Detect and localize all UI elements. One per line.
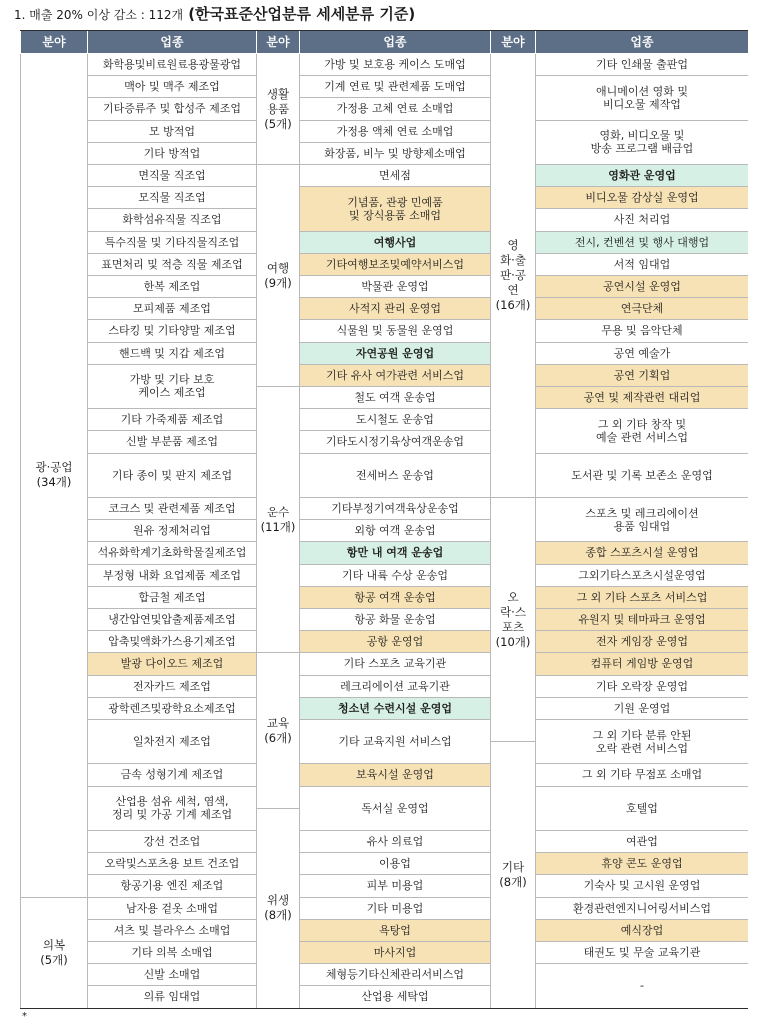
industry-cell: 가방 및 보호용 케이스 도매업 [299,54,490,76]
industry-cell: 식물원 및 동물원 운영업 [299,320,490,342]
industry-cell: 광학렌즈및광학요소제조업 [87,698,256,720]
industry-cell: 전세버스 운송업 [299,454,490,498]
industry-cell: 독서실 운영업 [299,787,490,831]
industry-cell: 욕탕업 [299,920,490,942]
category-name: 기타 [501,859,525,874]
industry-cell: 화학섬유직물 직조업 [87,209,256,231]
industry-cell: 기타여행보조및예약서비스업 [299,254,490,276]
industry-cell: 핸드백 및 지갑 제조업 [87,343,256,365]
industry-cell: 기타 의복 소매업 [87,942,256,964]
industry-cell: 기계 연료 및 관련제품 도매업 [299,76,490,98]
industry-cell: 전자카드 제조업 [87,676,256,698]
industry-cell: 일차전지 제조업 [87,720,256,764]
industry-cell: 그 외 기타 스포츠 서비스업 [535,587,748,609]
industry-cell: 기타도시정기육상여객운송업 [299,431,490,453]
industry-cell: 의류 임대업 [87,986,256,1008]
industry-cell: 가정용 액체 연료 소매업 [299,121,490,143]
industry-cell: 모 방적업 [87,121,256,143]
industry-cell: 스포츠 및 레크리에이션 용품 임대업 [535,498,748,542]
industry-cell: 가정용 고체 연료 소매업 [299,98,490,120]
industry-cell: 체형등기타신체관리서비스업 [299,964,490,986]
category-cell [20,54,87,898]
industry-cell: 이용업 [299,853,490,875]
header-industry: 업종 [535,31,748,54]
industry-cell: 가방 및 기타 보호 케이스 제조업 [87,365,256,409]
industry-cell: 도서관 및 기록 보존소 운영업 [535,454,748,498]
industry-cell: 맥아 및 맥주 제조업 [87,76,256,98]
industry-cell: 신발 소매업 [87,964,256,986]
industry-cell: 기타증류주 및 합성주 제조업 [87,98,256,120]
header-industry: 업종 [299,31,490,54]
industry-cell: 기타 스포츠 교육기관 [299,653,490,675]
industry-cell: 전자 게임장 운영업 [535,631,748,653]
category-count: (10개) [495,634,531,649]
industry-cell: 레크리에이션 교육기관 [299,676,490,698]
category-cell [256,165,299,387]
industry-cell: 마사지업 [299,942,490,964]
header-field: 분야 [20,31,87,54]
industry-cell: 표면처리 및 적층 직물 제조업 [87,254,256,276]
industry-cell: 그 외 기타 분류 안된 오락 관련 서비스업 [535,720,748,764]
industry-cell: - [535,964,748,1008]
industry-cell: 공연 및 제작관련 대리업 [535,387,748,409]
industry-cell: 기타부정기여객육상운송업 [299,498,490,520]
category-cell [490,498,535,742]
industry-cell: 연극단체 [535,298,748,320]
industry-cell: 셔츠 및 블라우스 소매업 [87,920,256,942]
industry-cell: 그외기타스포츠시설운영업 [535,565,748,587]
industry-cell: 애니메이션 영화 및 비디오물 제작업 [535,76,748,120]
industry-cell: 냉간압연및압출제품제조업 [87,609,256,631]
industry-cell: 환경관련엔지니어링서비스업 [535,898,748,920]
header-field: 분야 [490,31,535,54]
industry-cell: 부정형 내화 요업제품 제조업 [87,565,256,587]
industry-cell: 피부 미용업 [299,875,490,897]
industry-cell: 항공기용 엔진 제조업 [87,875,256,897]
industry-cell: 휴양 콘도 운영업 [535,853,748,875]
category-name: 여행 [266,260,290,275]
industry-cell: 컴퓨터 게임방 운영업 [535,653,748,675]
category-name: 오 락·스 포츠 [500,589,526,634]
category-count: (5개) [264,116,292,131]
category-count: (8개) [264,908,292,923]
industry-cell: 기원 운영업 [535,698,748,720]
industry-cell: 모직물 직조업 [87,187,256,209]
industry-cell: 박물관 운영업 [299,276,490,298]
header-field: 분야 [256,31,299,54]
category-cell [256,809,299,1009]
industry-cell: 원유 정제처리업 [87,520,256,542]
title-basis: (한국표준산업분류 세세분류 기준) [188,5,416,23]
industry-cell: 유사 의료업 [299,831,490,853]
industry-cell: 태권도 및 무술 교육기관 [535,942,748,964]
industry-cell: 호텔업 [535,787,748,831]
industry-cell: 모피제품 제조업 [87,298,256,320]
industry-cell: 사진 처리업 [535,209,748,231]
industry-cell: 공연 기획업 [535,365,748,387]
industry-cell: 도시철도 운송업 [299,409,490,431]
industry-cell: 코크스 및 관련제품 제조업 [87,498,256,520]
category-name: 의복 [42,937,66,952]
industry-cell: 항공 여객 운송업 [299,587,490,609]
industry-cell: 항공 화물 운송업 [299,609,490,631]
title-count: 1. 매출 20% 이상 감소 : 112개 [14,8,184,22]
category-count: (8개) [499,874,527,889]
industry-cell: 기타 유사 여가관련 서비스업 [299,365,490,387]
industry-cell: 공연시설 운영업 [535,276,748,298]
industry-cell: 무용 및 음악단체 [535,320,748,342]
industry-cell: 그 외 기타 창작 및 예술 관련 서비스업 [535,409,748,453]
category-cell [20,898,87,1009]
industry-cell: 면세점 [299,165,490,187]
industry-cell: 강선 건조업 [87,831,256,853]
industry-cell: 보육시설 운영업 [299,764,490,786]
category-count: (5개) [40,952,68,967]
industry-cell: 영화관 운영업 [535,165,748,187]
category-name: 광·공업 [35,460,73,475]
industry-cell: 기타 교육지원 서비스업 [299,720,490,764]
industry-cell: 기념품, 관광 민예품 및 장식용품 소매업 [299,187,490,231]
industry-cell: 자연공원 운영업 [299,343,490,365]
industry-cell: 비디오물 감상실 운영업 [535,187,748,209]
industry-cell: 산업용 섬유 세척, 염색, 정리 및 가공 기계 제조업 [87,787,256,831]
table-bottom-rule [20,1008,748,1009]
industry-cell: 발광 다이오드 제조업 [87,653,256,675]
category-name: 영 화·출 판·공 연 [500,238,526,297]
category-count: (9개) [264,275,292,290]
category-count: (11개) [260,519,296,534]
industry-cell: 항만 내 여객 운송업 [299,542,490,564]
industry-cell: 유원지 및 테마파크 운영업 [535,609,748,631]
industry-cell: 기타 가죽제품 제조업 [87,409,256,431]
industry-cell: 산업용 세탁업 [299,986,490,1008]
industry-cell: 한복 제조업 [87,276,256,298]
industry-cell: 종합 스포츠시설 운영업 [535,542,748,564]
industry-cell: 공연 예술가 [535,343,748,365]
industry-cell: 외항 여객 운송업 [299,520,490,542]
industry-cell: 금속 성형기계 제조업 [87,764,256,786]
industry-table [20,31,748,1008]
category-count: (6개) [264,730,292,745]
footnote: * [22,1011,27,1022]
page-title [14,2,415,26]
industry-cell: 예식장업 [535,920,748,942]
category-cell [256,653,299,808]
industry-cell: 화학용및비료원료용광물광업 [87,54,256,76]
industry-cell: 공항 운영업 [299,631,490,653]
industry-cell: 기타 종이 및 판지 제조업 [87,454,256,498]
industry-cell: 영화, 비디오물 및 방송 프로그램 배급업 [535,121,748,165]
industry-cell: 철도 여객 운송업 [299,387,490,409]
category-name: 운수 [266,504,290,519]
industry-cell: 서적 임대업 [535,254,748,276]
category-count: (16개) [495,298,531,312]
industry-cell: 석유화학계기초화학물질제조업 [87,542,256,564]
industry-cell: 전시, 컨벤션 및 행사 대행업 [535,232,748,254]
industry-cell: 남자용 겉옷 소매업 [87,898,256,920]
industry-cell: 면직물 직조업 [87,165,256,187]
header-industry: 업종 [87,31,256,54]
industry-cell: 기타 오락장 운영업 [535,676,748,698]
industry-cell: 기타 방적업 [87,143,256,165]
industry-cell: 기타 미용업 [299,898,490,920]
industry-cell: 그 외 기타 무점포 소매업 [535,764,748,786]
industry-cell: 여행사업 [299,232,490,254]
category-cell [490,742,535,1008]
industry-cell: 청소년 수련시설 운영업 [299,698,490,720]
category-cell [256,387,299,653]
industry-cell: 기숙사 및 고시원 운영업 [535,875,748,897]
industry-cell: 압축및액화가스용기제조업 [87,631,256,653]
category-count: (34개) [36,475,72,490]
category-name: 생활 용품 [266,86,290,116]
industry-cell: 기타 내륙 수상 운송업 [299,565,490,587]
industry-cell: 사적지 관리 운영업 [299,298,490,320]
industry-cell: 기타 인쇄물 출판업 [535,54,748,76]
industry-cell: 화장품, 비누 및 방향제소매업 [299,143,490,165]
industry-cell: 신발 부분품 제조업 [87,431,256,453]
category-name: 교육 [266,715,290,730]
category-cell [256,54,299,165]
industry-cell: 스타킹 및 기타양말 제조업 [87,320,256,342]
industry-cell: 여관업 [535,831,748,853]
industry-cell: 합금철 제조업 [87,587,256,609]
category-name: 위생 [266,893,290,908]
category-cell [490,54,535,498]
industry-cell: 오락및스포츠용 보트 건조업 [87,853,256,875]
industry-cell: 특수직물 및 기타직물직조업 [87,232,256,254]
